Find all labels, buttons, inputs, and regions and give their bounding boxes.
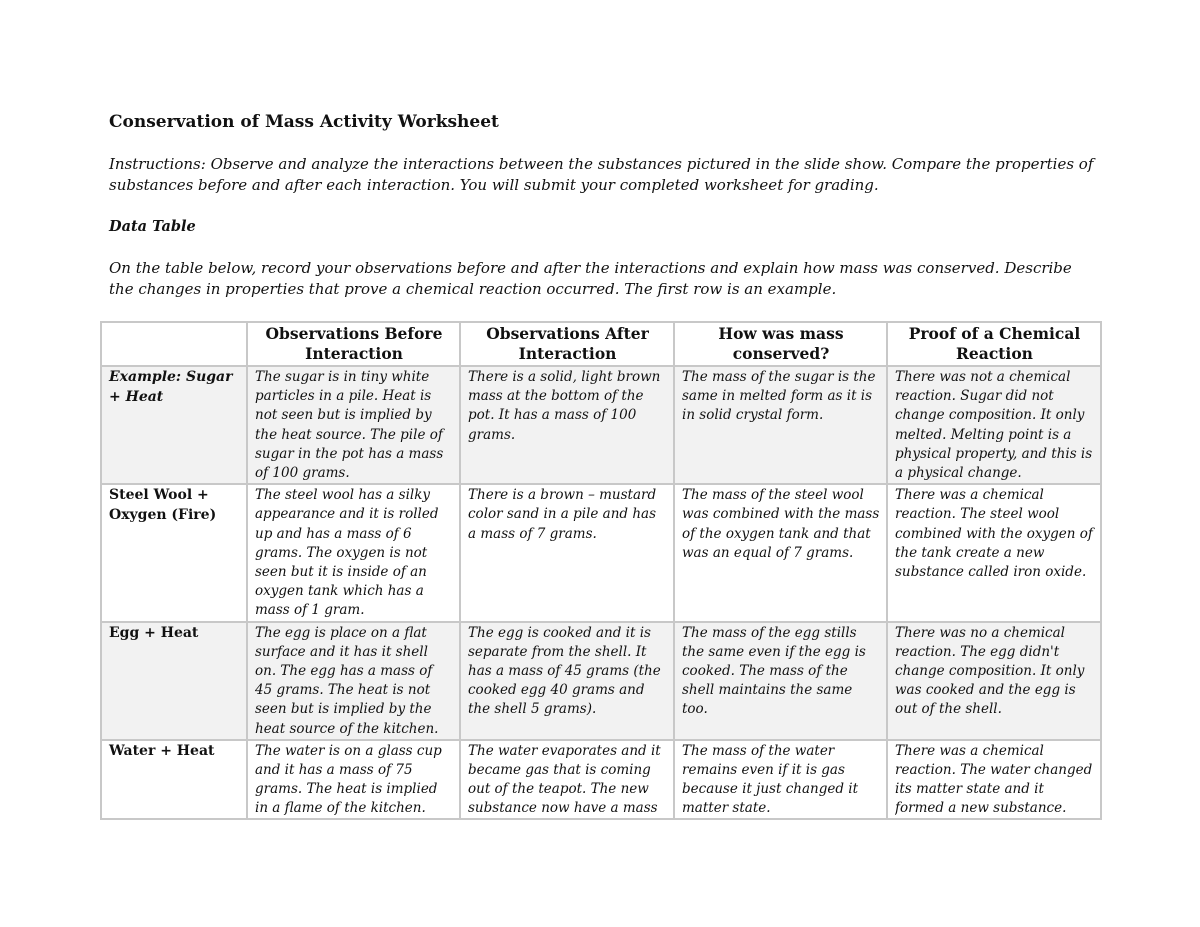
cell-proof: There was not a chemical reaction. Sugar did not change composition. It only melted. Melting point is a physical property, and this is a physical change.: [887, 366, 1101, 484]
cell-conserved: The mass of the steel wool was combined with the mass of the oxygen tank and that was an equal of 7 grams.: [674, 484, 887, 621]
cell-conserved: The mass of the egg stills the same even if the egg is cooked. The mass of the shell maintains the same too.: [674, 622, 887, 740]
table-intro-text: On the table below, record your observations before and after the interactions and explain how mass was conserved. Describe the changes in properties that prove a chemical reaction occurred. The first row is an example.: [109, 259, 1072, 298]
cell-before: The egg is place on a flat surface and it has it shell on. The egg has a mass of 45 grams. The heat is not seen but is implied by the heat source of the kitchen.: [247, 622, 460, 740]
header-observations-before: Observations Before Interaction: [247, 322, 460, 366]
cell-after-text: The water evaporates and it became gas that is coming out of the teapot. The new substance now have a mass: [468, 742, 661, 817]
table-row: [101, 740, 1101, 819]
cell-before: The sugar is in tiny white particles in a pile. Heat is not seen but is implied by the heat source. The pile of sugar in the pot has a mass of 100 grams.: [247, 366, 460, 484]
cell-proof: [887, 740, 1101, 819]
cell-after: The egg is cooked and it is separate from the shell. It has a mass of 45 grams (the cooked egg 40 grams and the shell 5 grams).: [460, 622, 674, 740]
data-table: [100, 321, 1102, 820]
cell-before: The steel wool has a silky appearance and it is rolled up and has a mass of 6 grams. The oxygen is not seen but it is inside of an oxygen tank which has a mass of 1 gram.: [247, 484, 460, 621]
row-label: Steel Wool + Oxygen (Fire): [101, 484, 247, 621]
page-title: Conservation of Mass Activity Worksheet: [109, 112, 499, 132]
cell-proof: There was no a chemical reaction. The egg didn't change composition. It only was cooked and the egg is out of the shell.: [887, 622, 1101, 740]
cell-before: [247, 740, 460, 819]
table-row: [101, 366, 1101, 484]
cell-after: There is a solid, light brown mass at the bottom of the pot. It has a mass of 100 grams.: [460, 366, 674, 484]
cell-proof: There was a chemical reaction. The steel wool combined with the oxygen of the tank create a new substance called iron oxide.: [887, 484, 1101, 621]
table-row: [101, 622, 1101, 740]
header-observations-after: Observations After Interaction: [460, 322, 674, 366]
cell-conserved-text: The mass of the water remains even if it is gas because it just changed it matter state.: [682, 742, 859, 817]
data-table-label: Data Table: [109, 218, 196, 235]
header-proof-chemical-reaction: Proof of a Chemical Reaction: [887, 322, 1101, 366]
row-label: Example: Sugar + Heat: [101, 366, 247, 484]
cell-after: There is a brown – mustard color sand in a pile and has a mass of 7 grams.: [460, 484, 674, 621]
row-label: Water + Heat: [101, 740, 247, 819]
worksheet-page: [109, 110, 1099, 300]
header-mass-conserved: How was mass conserved?: [674, 322, 887, 366]
cell-proof-text: There was a chemical reaction. The water changed its matter state and it formed a new substance.: [895, 742, 1093, 817]
cell-after: [460, 740, 674, 819]
cell-before-text: The water is on a glass cup and it has a mass of 75 grams. The heat is implied in a flame of the kitchen.: [255, 742, 442, 817]
table-header-row: [101, 322, 1101, 366]
cell-conserved: [674, 740, 887, 819]
row-label: Egg + Heat: [101, 622, 247, 740]
cell-conserved: The mass of the sugar is the same in melted form as it is in solid crystal form.: [674, 366, 887, 484]
header-blank: [101, 322, 247, 366]
instructions-text: Instructions: Observe and analyze the interactions between the substances pictured in the slide show. Compare the properties of substances before and after each interaction. You will submit your completed worksheet for grading.: [109, 155, 1094, 194]
table-row: [101, 484, 1101, 621]
